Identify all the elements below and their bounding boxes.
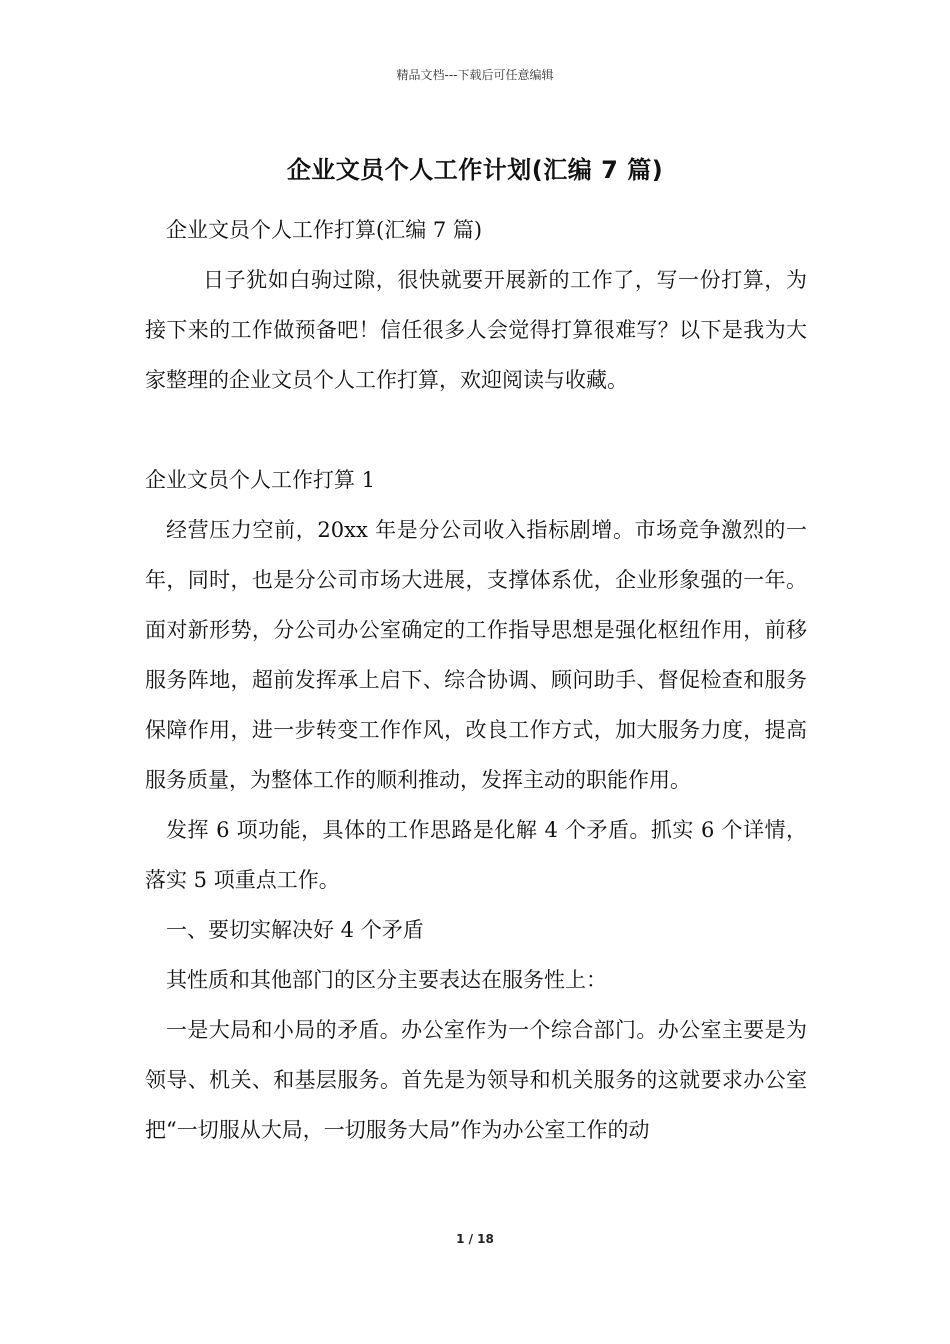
- body-paragraph: 一是大局和小局的矛盾。办公室作为一个综合部门。办公室主要是为领导、机关、和基层服务。首先是为领导和机关服务的这就要求办公室把“一切服从大局，一切服务大局”作为办公室工作的动: [145, 1018, 807, 1142]
- body-paragraph: 经营压力空前，20xx 年是分公司收入指标剧增。市场竞争激烈的一年，同时，也是分公司市场大进展，支撑体系优，企业形象强的一年。面对新形势，分公司办公室确定的工作指导思想是强化枢纽作用，前移服务阵地，超前发挥承上启下、综合协调、顾问助手、督促检查和服务保障作用，进一步转变工作作风，改良工作方式，加大服务力度，提高服务质量，为整体工作的顺利推动，发挥主动的职能作用。: [145, 518, 807, 792]
- body-paragraph: 发挥 6 项功能，具体的工作思路是化解 4 个矛盾。抓实 6 个详情，落实 5 项重点工作。: [145, 818, 807, 892]
- body-paragraph: 其性质和其他部门的区分主要表达在服务性上：: [166, 968, 607, 992]
- document-body: [145, 205, 807, 1155]
- blank-line: [145, 405, 807, 455]
- subtitle-paragraph: 企业文员个人工作打算(汇编 7 篇): [166, 218, 483, 242]
- section-heading: 企业文员个人工作打算 1: [145, 468, 376, 492]
- subsection-heading: 一、要切实解决好 4 个矛盾: [166, 918, 424, 942]
- page-number: 1 / 18: [456, 1232, 494, 1246]
- document-title: 企业文员个人工作计划(汇编 7 篇): [286, 156, 664, 184]
- page-header: 精品文档---下载后可任意编辑: [396, 68, 554, 82]
- intro-paragraph: 日子犹如白驹过隙，很快就要开展新的工作了，写一份打算，为接下来的工作做预备吧！信任很多人会觉得打算很难写？以下是我为大家整理的企业文员个人工作打算，欢迎阅读与收藏。: [145, 268, 807, 392]
